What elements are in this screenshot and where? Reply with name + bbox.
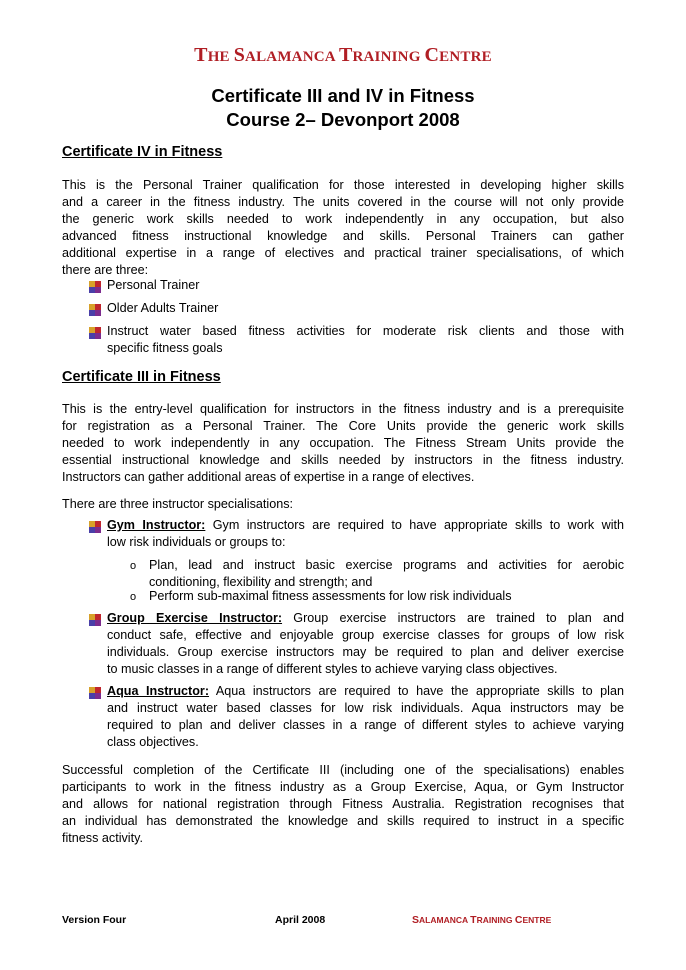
bullet-icon <box>89 614 101 626</box>
aqua-instructor-item: Aqua Instructor: Aqua instructors are required to have the appropriate skills to plan <box>107 684 624 698</box>
list-item: Older Adults Trainer <box>107 301 219 315</box>
footer-version: Version Four <box>62 914 127 926</box>
footer-organization: SALAMANCA TRAINING CENTRE <box>412 914 552 926</box>
sub-bullet: o <box>130 560 137 572</box>
bullet-icon <box>89 281 101 293</box>
document-title: Certificate III and IV in Fitness <box>211 85 475 106</box>
footer-date: April 2008 <box>275 914 326 926</box>
bullet-icon <box>89 687 101 699</box>
sub-list-item: Perform sub-maximal fitness assessments for low risk individuals <box>149 589 512 603</box>
gym-instructor-item: Gym Instructor: Gym instructors are required to have appropriate skills to work with <box>107 518 624 532</box>
sub-list-item: Plan, lead and instruct basic exercise programs and activities for aerobic <box>149 558 624 572</box>
specialisations-intro: There are three instructor specialisations: <box>62 497 293 511</box>
list-item: Personal Trainer <box>107 278 200 292</box>
list-item: specific fitness goals <box>107 341 223 355</box>
document-subtitle: Course 2– Devonport 2008 <box>226 109 460 130</box>
cert4-heading: Certificate IV in Fitness <box>62 144 223 160</box>
sub-bullet: o <box>130 591 137 603</box>
bullet-icon <box>89 327 101 339</box>
bullet-icon <box>89 521 101 533</box>
list-item: Instruct water based fitness activities for moderate risk clients and those with <box>107 324 624 338</box>
group-instructor-item: Group Exercise Instructor: Group exercise instructors are trained to plan and <box>107 611 624 625</box>
cert3-heading: Certificate III in Fitness <box>62 369 221 385</box>
organization-title: THE SALAMANCA TRAINING CENTRE <box>194 44 492 66</box>
bullet-icon <box>89 304 101 316</box>
